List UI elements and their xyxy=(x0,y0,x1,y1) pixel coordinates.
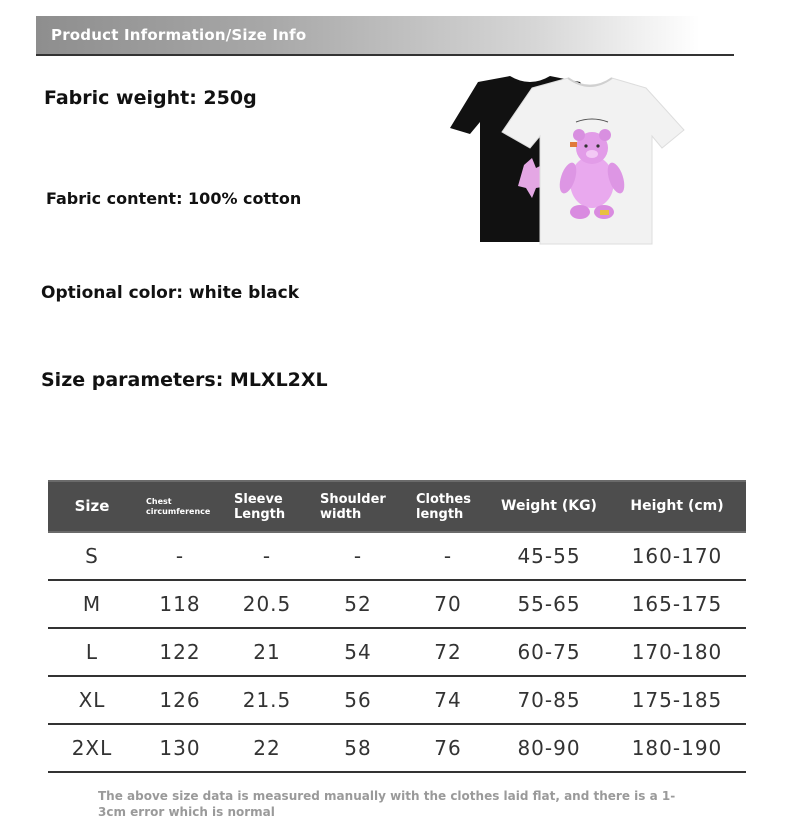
cell-chest: 122 xyxy=(136,628,224,676)
cell-height: 180-190 xyxy=(608,724,746,772)
col-header-height: Height (cm) xyxy=(608,481,746,532)
size-parameters-text: Size parameters: MLXL2XL xyxy=(41,369,328,391)
col-header-sleeve: Sleeve Length xyxy=(224,481,310,532)
cell-shoulder: 54 xyxy=(310,628,406,676)
section-header xyxy=(36,16,700,54)
col-header-weight: Weight (KG) xyxy=(490,481,608,532)
cell-weight: 70-85 xyxy=(490,676,608,724)
cell-height: 175-185 xyxy=(608,676,746,724)
cell-sleeve: 21.5 xyxy=(224,676,310,724)
table-row xyxy=(48,676,746,724)
tshirt-product-image xyxy=(440,70,690,250)
cell-size: S xyxy=(48,532,136,580)
cell-chest: 130 xyxy=(136,724,224,772)
size-disclaimer: The above size data is measured manually with the clothes laid flat, and there is a 1-3cm error which is normal xyxy=(98,789,676,819)
cell-chest: - xyxy=(136,532,224,580)
cell-sleeve: 22 xyxy=(224,724,310,772)
cell-weight: 80-90 xyxy=(490,724,608,772)
cell-weight: 55-65 xyxy=(490,580,608,628)
cell-clothes-length: 74 xyxy=(406,676,490,724)
cell-weight: 60-75 xyxy=(490,628,608,676)
cell-height: 165-175 xyxy=(608,580,746,628)
header-divider xyxy=(36,54,734,56)
cell-shoulder: 52 xyxy=(310,580,406,628)
cell-size: XL xyxy=(48,676,136,724)
cell-sleeve: 21 xyxy=(224,628,310,676)
table-row xyxy=(48,532,746,580)
cell-size: 2XL xyxy=(48,724,136,772)
table-header-row xyxy=(48,481,746,532)
cell-sleeve: 20.5 xyxy=(224,580,310,628)
table-row xyxy=(48,628,746,676)
cell-chest: 126 xyxy=(136,676,224,724)
cell-size: M xyxy=(48,580,136,628)
col-header-shoulder: Shoulder width xyxy=(310,481,406,532)
table-row xyxy=(48,724,746,772)
cell-shoulder: 58 xyxy=(310,724,406,772)
cell-clothes-length: 76 xyxy=(406,724,490,772)
fabric-weight-text: Fabric weight: 250g xyxy=(44,87,257,109)
cell-clothes-length: 72 xyxy=(406,628,490,676)
col-header-size: Size xyxy=(48,481,136,532)
col-header-chest: Chest circumference xyxy=(136,481,224,532)
size-table xyxy=(48,480,746,773)
cell-height: 170-180 xyxy=(608,628,746,676)
table-row xyxy=(48,580,746,628)
cell-clothes-length: 70 xyxy=(406,580,490,628)
cell-shoulder: - xyxy=(310,532,406,580)
cell-size: L xyxy=(48,628,136,676)
section-title: Product Information/Size Info xyxy=(51,26,307,44)
fabric-content-text: Fabric content: 100% cotton xyxy=(46,189,302,208)
cell-shoulder: 56 xyxy=(310,676,406,724)
cell-height: 160-170 xyxy=(608,532,746,580)
cell-weight: 45-55 xyxy=(490,532,608,580)
cell-sleeve: - xyxy=(224,532,310,580)
cell-chest: 118 xyxy=(136,580,224,628)
optional-color-text: Optional color: white black xyxy=(41,283,299,303)
cell-clothes-length: - xyxy=(406,532,490,580)
col-header-clothes-length: Clothes length xyxy=(406,481,490,532)
